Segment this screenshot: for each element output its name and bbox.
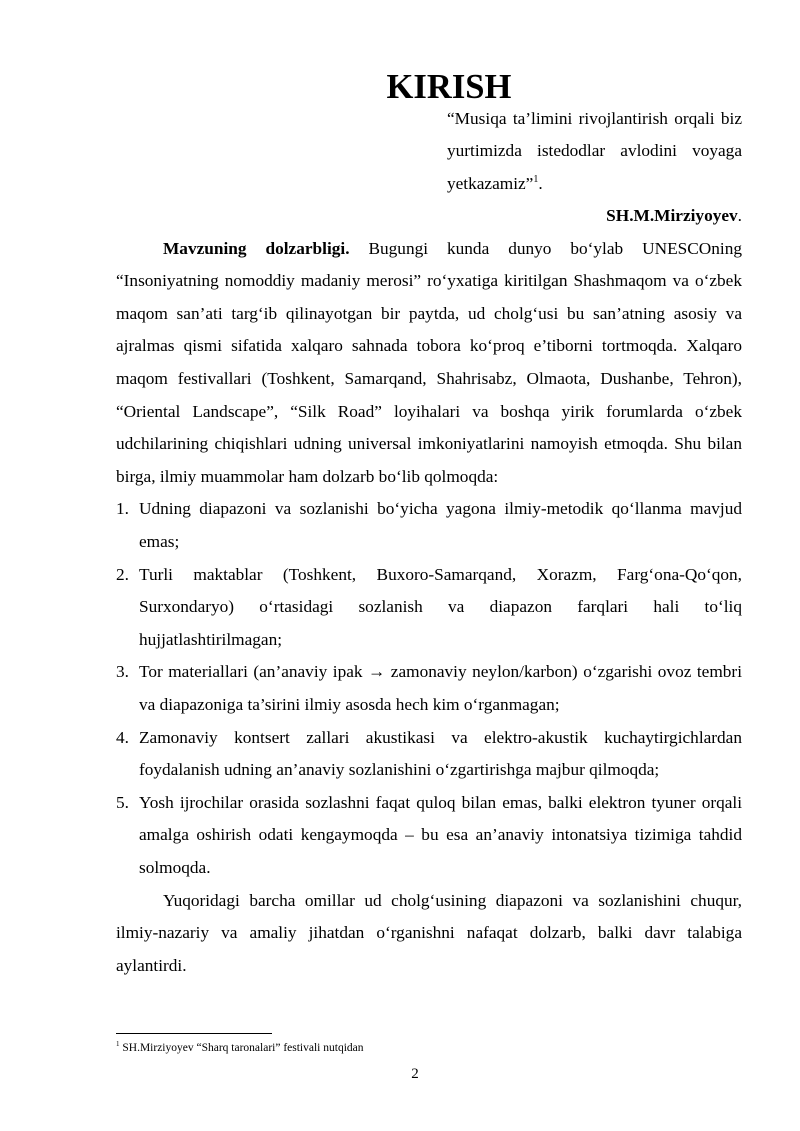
footnote-text: SH.Mirziyoyev “Sharq taronalari” festivali nutqidan (119, 1042, 364, 1054)
intro-paragraph (116, 233, 742, 494)
epigraph-quote-text: “Musiqa ta’limini rivojlantirish orqali biz yurtimizda istedodlar avlodini voyaga yetkazamiz” (447, 109, 742, 193)
epigraph-author (116, 200, 742, 232)
list-item-number: 4. (116, 727, 129, 747)
list-item (116, 722, 742, 787)
page-number: 2 (411, 1066, 419, 1082)
epigraph-quote (447, 103, 742, 200)
list-item-text: Tor materiallari (an’anaviy ipak → zamonaviy neylon/karbon) o‘zgarishi ovoz tembri va diapazoniga ta’sirini ilmiy asosda hech kim o‘rganmagan; (139, 662, 742, 714)
conclusion-paragraph: Yuqoridagi barcha omillar ud cholg‘usining diapazoni va sozlanishini chuqur, ilmiy-nazariy va amaliy jihatdan o‘rganishni nafaqat dolzarb, balki davr talabiga aylantirdi. (116, 890, 742, 975)
problems-list (116, 493, 742, 884)
footnote-number: 1 (116, 1040, 120, 1049)
list-item (116, 656, 742, 721)
list-item (116, 787, 742, 885)
list-item-number: 2. (116, 564, 129, 584)
epigraph-author-name: SH.M.Mirziyoyev (606, 206, 738, 226)
list-item-number: 1. (116, 499, 129, 519)
list-item-text: Zamonaviy kontsert zallari akustikasi va elektro-akustik kuchaytirgichlardan foydalanish udning an’anaviy sozlanishini o‘zgartirishga majbur qilmoqda; (139, 727, 742, 780)
intro-text: Bugungi kunda dunyo bo‘ylab UNESCOning “Insoniyatning nomoddiy madaniy merosi” ro‘yxatiga kiritilgan Shashmaqom va o‘zbek maqom san’ati targ‘ib qilinayotgan bir paytda, ud cholg‘usi bu san’atning asosiy va ajralmas qismi sifatida xalqaro sahnada tobora ko‘proq e’tiborni tortmoqda. Xalqaro maqom festivallari (Toshkent, Samarqand, Shahrisabz, Olmaota, Dushanbe, Tehron), “Oriental Landscape”, “Silk Road” loyihalari va boshqa yirik forumlarda o‘zbek udchilarining chiqishlari udning universal imkoniyatlarini namoyish etmoqda. Shu bilan birga, ilmiy muammolar ham dolzarb bo‘lib qolmoqda: (116, 238, 743, 486)
epigraph-quote-end: . (538, 173, 543, 193)
document-page (116, 68, 743, 982)
footnote-marker[interactable]: 1 (533, 174, 539, 186)
epigraph-author-end: . (737, 206, 742, 226)
list-item-number: 3. (116, 662, 129, 682)
list-item-text: Yosh ijrochilar orasida sozlashni faqat quloq bilan emas, balki elektron tyuner orqali amalga oshirish odati kengaymoqda – bu esa an’anaviy intonatsiya tizimiga tahdid solmoqda. (139, 792, 742, 877)
list-item (116, 493, 742, 558)
section-heading: KIRISH (386, 68, 512, 106)
footnote-divider (116, 1033, 272, 1034)
list-item-text: Udning diapazoni va sozlanishi bo‘yicha yagona ilmiy-metodik qo‘llanma mavjud emas; (139, 499, 742, 551)
intro-lead: Mavzuning dolzarbligi. (163, 238, 350, 258)
list-item (116, 559, 742, 657)
footnote (116, 1040, 364, 1056)
list-item-text: Turli maktablar (Toshkent, Buxoro-Samarqand, Xorazm, Farg‘ona-Qo‘qon, Surxondaryo) o‘rtasidagi sozlanish va diapazon farqlari hali to‘liq hujjatlashtirilmagan; (139, 564, 742, 649)
list-item-number: 5. (116, 792, 129, 812)
